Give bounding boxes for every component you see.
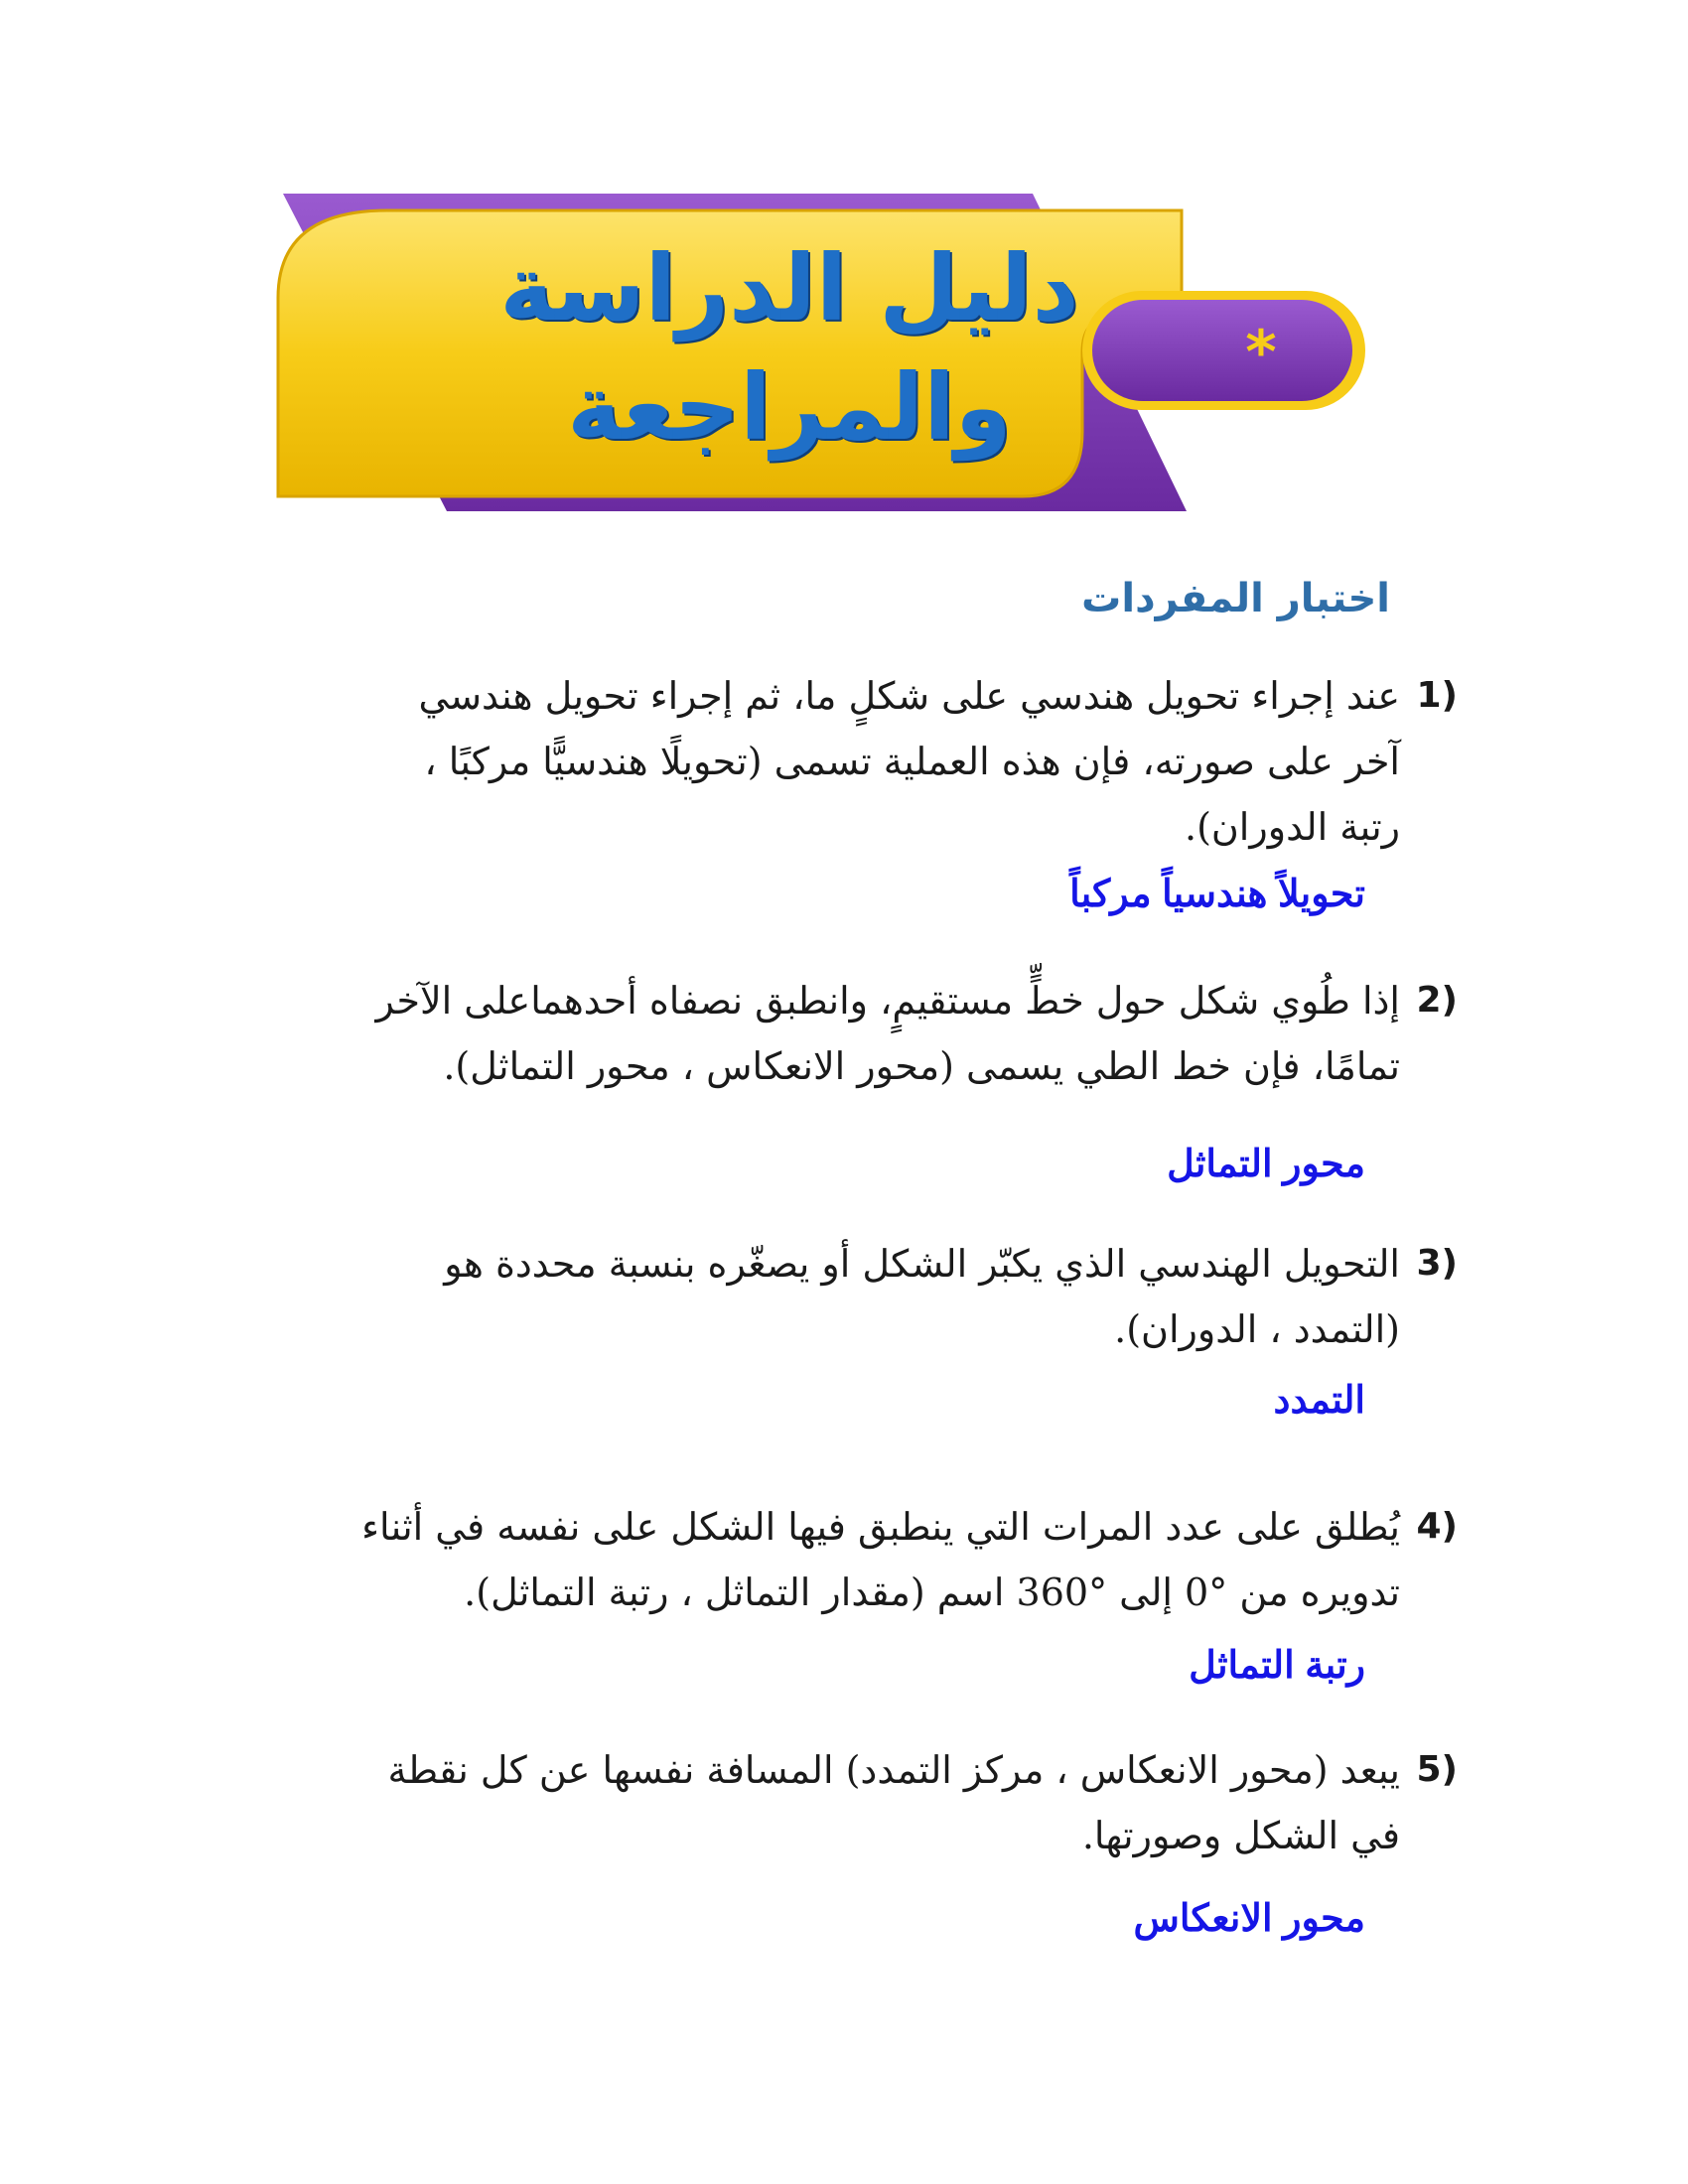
question-number: 5) (1416, 1749, 1458, 1790)
answer-1: تحويلاً هندسياً مركباً (1069, 874, 1365, 915)
title-banner (268, 189, 1380, 526)
question-4 (357, 1494, 1458, 1625)
question-2 (357, 968, 1458, 1099)
question-text: يُطلق على عدد المرات التي ينطبق فيها الشكل على نفسه في أثناء تدويره من °0 إلى °360 اسم (مقدار التماثل ، رتبة التماثل). (361, 1505, 1400, 1614)
question-text: إذا طُوي شكل حول خطٍّ مستقيمٍ، وانطبق نصفاه أحدهماعلى الآخر تمامًا، فإن خط الطي يسمى (محور الانعكاس ، محور التماثل). (375, 979, 1400, 1088)
star-icon: * (1245, 318, 1277, 387)
banner-title-line-1: دليل الدراسة (499, 235, 1079, 341)
answer-5: محور الانعكاس (1133, 1898, 1365, 1940)
question-3 (357, 1231, 1458, 1362)
question-number: 4) (1416, 1506, 1458, 1547)
question-1 (357, 663, 1458, 860)
section-heading: اختبار المفردات (1081, 576, 1390, 621)
question-text: التحويل الهندسي الذي يكبّر الشكل أو يصغّره بنسبة محددة هو (التمدد ، الدوران). (444, 1242, 1400, 1351)
question-number: 3) (1416, 1243, 1458, 1284)
question-text: عند إجراء تحويل هندسي على شكلٍ ما، ثم إجراء تحويل هندسي آخر على صورته، فإن هذه العملية تسمى (تحويلًا هندسيًّا مركبًا ، رتبة الدوران). (418, 674, 1400, 849)
question-number: 2) (1416, 980, 1458, 1021)
answer-2: محور التماثل (1167, 1144, 1365, 1185)
question-text: يبعد (محور الانعكاس ، مركز التمدد) المسافة نفسها عن كل نقطة في الشكل وصورتها. (387, 1748, 1400, 1857)
question-number: 1) (1416, 675, 1458, 716)
banner-title-line-2: والمراجعة (567, 354, 1012, 461)
question-5 (357, 1737, 1458, 1868)
answer-3: التمدد (1273, 1380, 1365, 1422)
answer-4: رتبة التماثل (1189, 1645, 1365, 1687)
